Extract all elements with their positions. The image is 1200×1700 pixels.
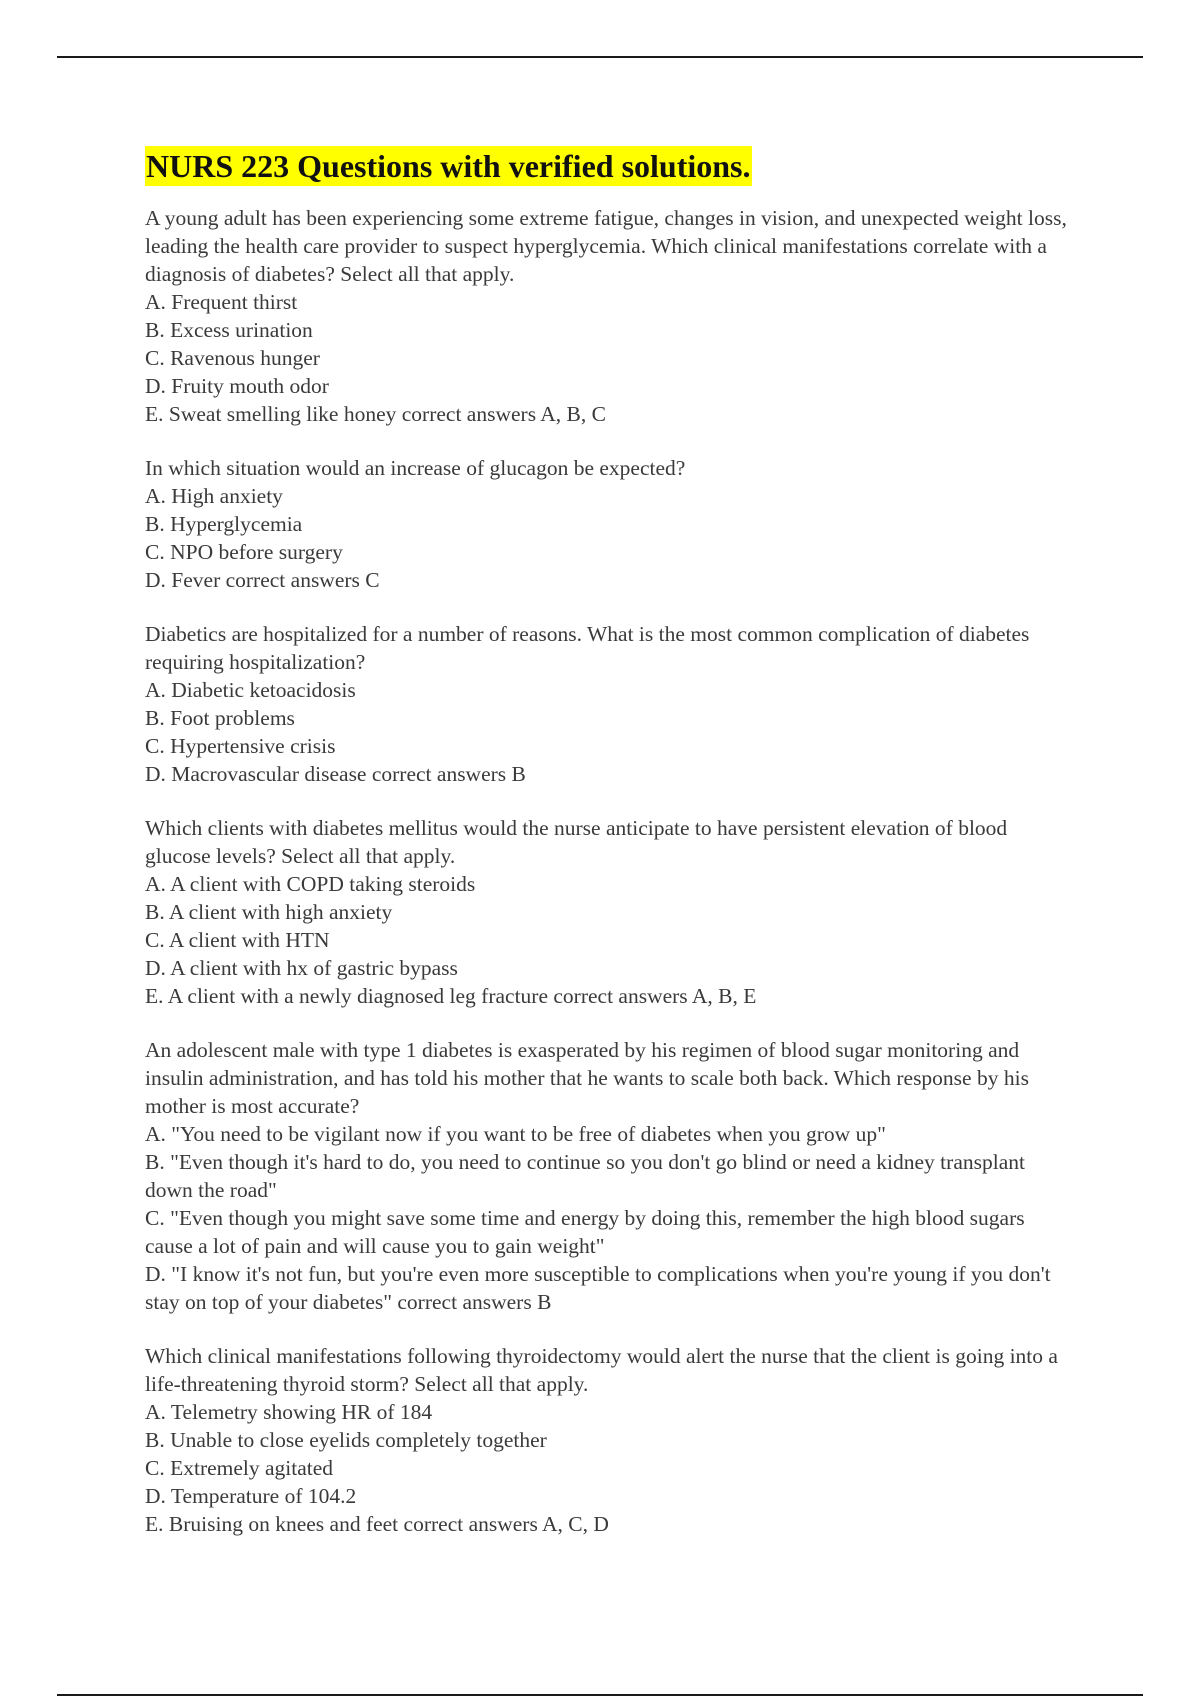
answer-option: D. Macrovascular disease correct answers B [145, 762, 526, 786]
question-3 [145, 620, 1075, 788]
question-stem: Which clients with diabetes mellitus would the nurse anticipate to have persistent elevation of blood glucose levels? Select all that apply. [145, 816, 1013, 868]
question-5 [145, 1036, 1075, 1316]
answer-option: A. Telemetry showing HR of 184 [145, 1400, 433, 1424]
answer-option: B. A client with high anxiety [145, 900, 393, 924]
answer-option: B. Unable to close eyelids completely together [145, 1428, 547, 1452]
answer-option: B. Hyperglycemia [145, 512, 303, 536]
question-4 [145, 814, 1075, 1010]
answer-option: A. "You need to be vigilant now if you want to be free of diabetes when you grow up" [145, 1122, 886, 1146]
answer-option: B. Foot problems [145, 706, 295, 730]
document-body [145, 146, 1075, 1564]
answer-option: A. Frequent thirst [145, 290, 298, 314]
answer-option: D. "I know it's not fun, but you're even more susceptible to complications when you're young if you don't stay on top of your diabetes" correct answers B [145, 1262, 1056, 1314]
question-stem: An adolescent male with type 1 diabetes is exasperated by his regimen of blood sugar monitoring and insulin administration, and has told his mother that he wants to scale both back. Which response by his mother is most accurate? [145, 1038, 1035, 1118]
answer-option: D. A client with hx of gastric bypass [145, 956, 458, 980]
bottom-rule [57, 1694, 1143, 1696]
answer-option: C. NPO before surgery [145, 540, 343, 564]
answer-option: D. Fever correct answers C [145, 568, 380, 592]
document-title: NURS 223 Questions with verified solutions. [146, 148, 751, 184]
question-stem: Diabetics are hospitalized for a number of reasons. What is the most common complication of diabetes requiring hospitalization? [145, 622, 1035, 674]
answer-option: B. "Even though it's hard to do, you need to continue so you don't go blind or need a kidney transplant down the road" [145, 1150, 1031, 1202]
answer-option: C. A client with HTN [145, 928, 330, 952]
answer-option: A. Diabetic ketoacidosis [145, 678, 356, 702]
answer-option: E. Bruising on knees and feet correct answers A, C, D [145, 1512, 609, 1536]
answer-option: C. Extremely agitated [145, 1456, 334, 1480]
question-stem: Which clinical manifestations following thyroidectomy would alert the nurse that the client is going into a life-threatening thyroid storm? Select all that apply. [145, 1344, 1064, 1396]
top-rule [57, 56, 1143, 58]
answer-option: A. A client with COPD taking steroids [145, 872, 476, 896]
answer-option: E. Sweat smelling like honey correct answers A, B, C [145, 402, 606, 426]
question-stem: A young adult has been experiencing some extreme fatigue, changes in vision, and unexpected weight loss, leading the health care provider to suspect hyperglycemia. Which clinical manifestations correlate with a diagnosis of diabetes? Select all that apply. [145, 206, 1073, 286]
question-2 [145, 454, 1075, 594]
answer-option: D. Fruity mouth odor [145, 374, 329, 398]
answer-option: D. Temperature of 104.2 [145, 1484, 357, 1508]
question-6 [145, 1342, 1075, 1538]
answer-option: A. High anxiety [145, 484, 283, 508]
answer-option: C. Ravenous hunger [145, 346, 320, 370]
answer-option: B. Excess urination [145, 318, 313, 342]
answer-option: E. A client with a newly diagnosed leg fracture correct answers A, B, E [145, 984, 757, 1008]
question-stem: In which situation would an increase of glucagon be expected? [145, 456, 686, 480]
question-1 [145, 204, 1075, 428]
answer-option: C. Hypertensive crisis [145, 734, 336, 758]
answer-option: C. "Even though you might save some time and energy by doing this, remember the high blood sugars cause a lot of pain and will cause you to gain weight" [145, 1206, 1030, 1258]
